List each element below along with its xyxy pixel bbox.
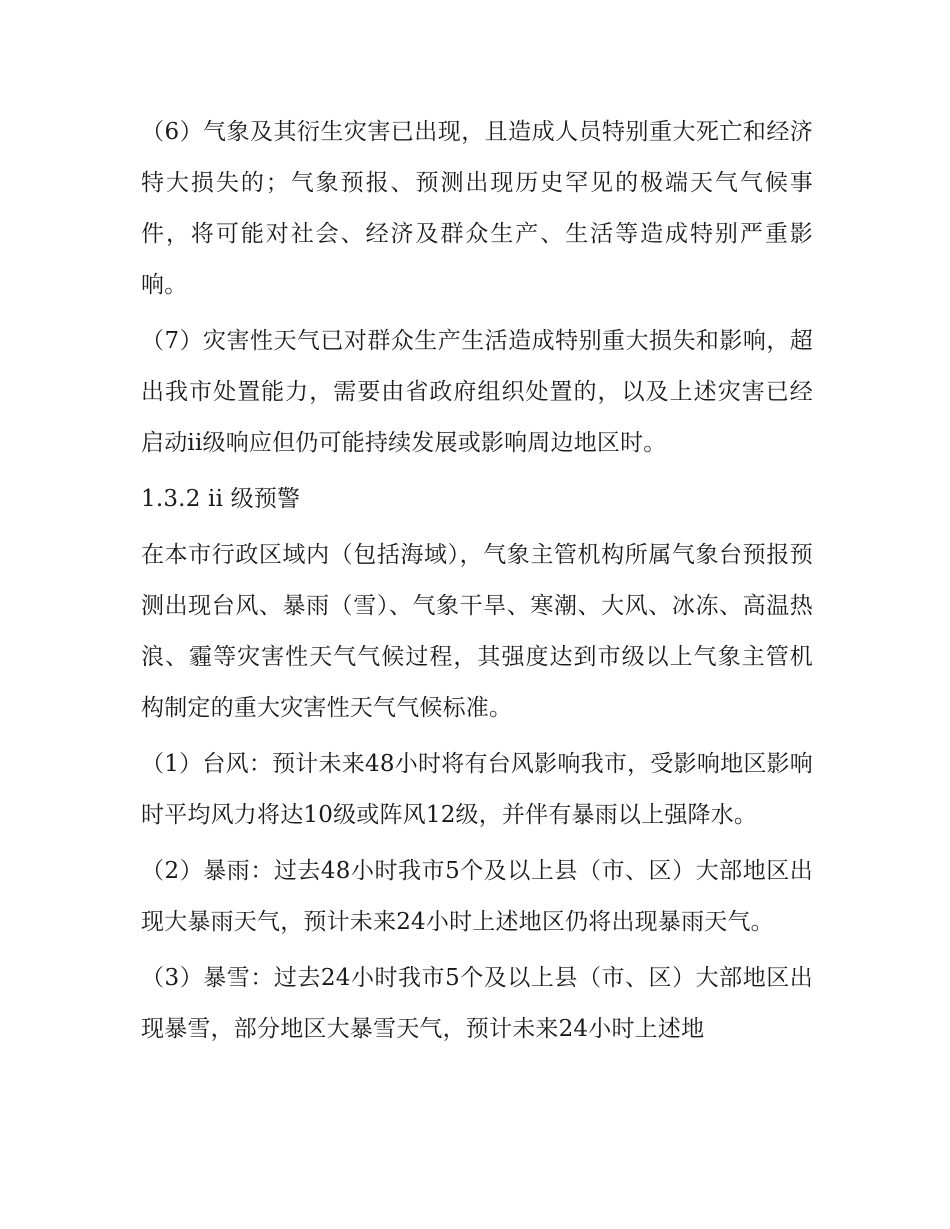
paragraph-intro: 在本市行政区域内（包括海域），气象主管机构所属气象台预报预测出现台风、暴雨（雪）、气象干旱、寒潮、大风、冰冻、高温热浪、霾等灾害性天气气候过程，其强度达到市级以上气象主管机构制定的重大灾害性天气气候标准。 [141,542,813,721]
paragraph-snowstorm: （3）暴雪：过去24小时我市5个及以上县（市、区）大部地区出现暴雪，部分地区大暴雪天气，预计未来24小时上述地 [141,965,813,1042]
paragraph-item-6: （6）气象及其衍生灾害已出现，且造成人员特别重大死亡和经济特大损失的；气象预报、预测出现历史罕见的极端天气气候事件，将可能对社会、经济及群众生产、生活等造成特别严重影响。 [141,119,813,298]
section-heading-1-3-2: 1.3.2 ii 级预警 [141,486,301,512]
paragraph-typhoon: （1）台风：预计未来48小时将有台风影响我市，受影响地区影响时平均风力将达10级或阵风12级，并伴有暴雨以上强降水。 [141,751,813,828]
document-body [141,107,813,1060]
paragraph-rainstorm: （2）暴雨：过去48小时我市5个及以上县（市、区）大部地区出现大暴雨天气，预计未来24小时上述地区仍将出现暴雨天气。 [141,858,813,935]
paragraph-item-7: （7）灾害性天气已对群众生产生活造成特别重大损失和影响，超出我市处置能力，需要由省政府组织处置的，以及上述灾害已经启动ii级响应但仍可能持续发展或影响周边地区时。 [141,328,813,456]
